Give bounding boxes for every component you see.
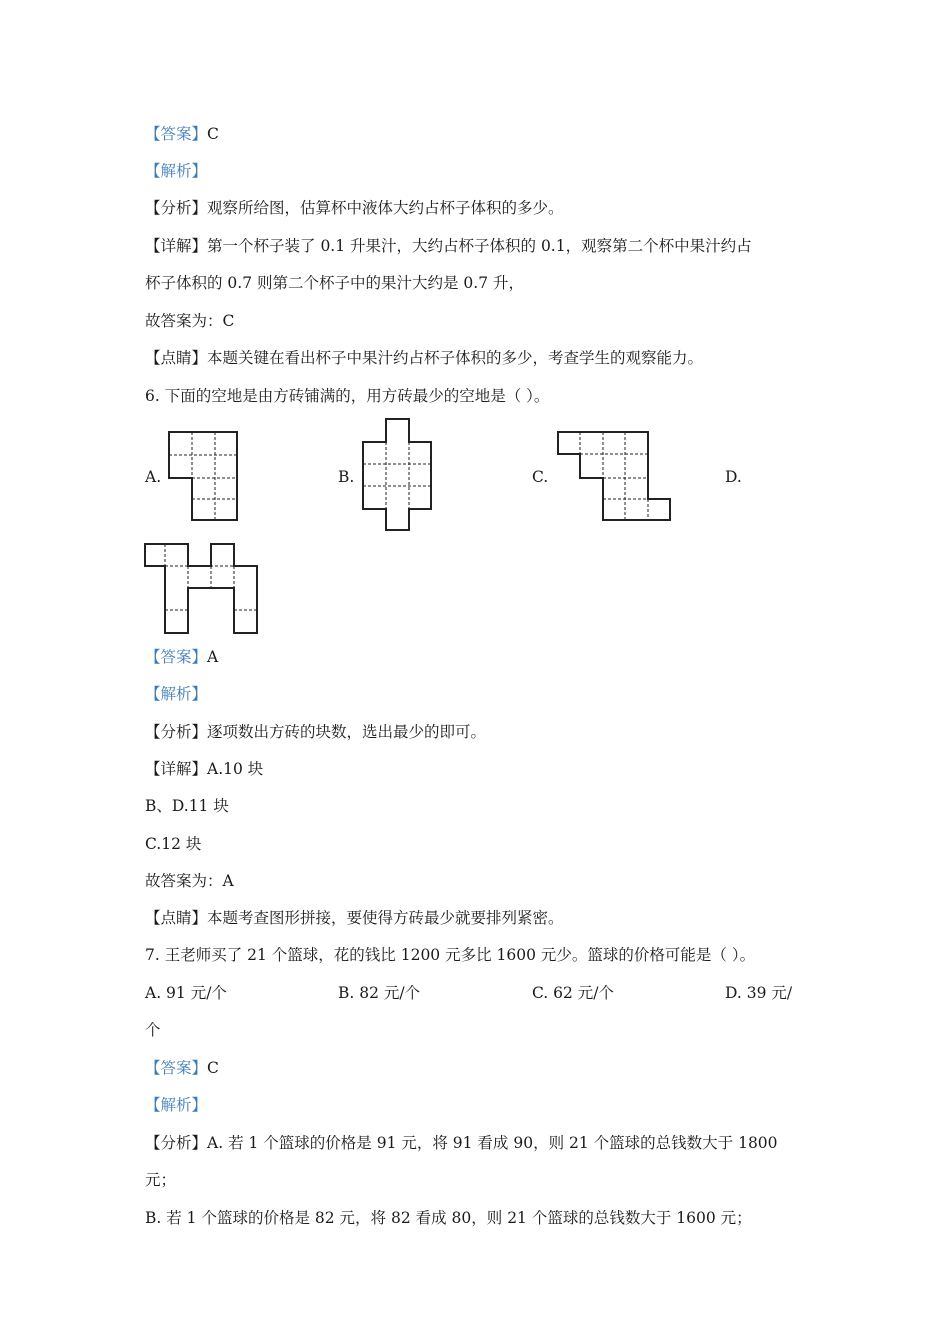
q6-option-a-label: A. <box>145 468 162 486</box>
tile-grid <box>363 442 431 509</box>
tile-grid <box>169 432 237 520</box>
q7-fenxi-line2: 元； <box>145 1171 177 1189</box>
q6-xiangjie-line2: B、D.11 块 <box>145 797 229 815</box>
shape-outline <box>145 544 257 633</box>
tile-grid <box>580 432 648 520</box>
q7-option-c: C. 62 元/个 <box>532 984 615 1002</box>
q7-option-d-wrap: 个 <box>145 1021 161 1039</box>
q6-option-c-label: C. <box>532 468 549 486</box>
shape-outline <box>363 419 431 530</box>
xiangjie-tag: 【详解】 <box>145 237 208 255</box>
q6-conclusion: 故答案为：A <box>145 872 234 890</box>
answer-value: C <box>207 125 219 143</box>
q5-xiangjie-line <box>145 236 752 256</box>
q6-xiangjie-line3: C.12 块 <box>145 835 202 853</box>
q5-analysis-tag: 【解析】 <box>145 162 208 180</box>
answer-tag: 【答案】 <box>145 648 208 666</box>
fenxi-tag: 【分析】 <box>145 723 208 741</box>
fenxi-text: 观察所给图，估算杯中液体大约占杯子体积的多少。 <box>207 199 564 217</box>
q7-option-a: A. 91 元/个 <box>145 984 227 1002</box>
answer-value: A <box>207 648 219 666</box>
q5-dianjing-line <box>145 348 703 368</box>
xiangjie-text: A.10 块 <box>207 760 264 778</box>
q7-answer-line <box>145 1058 219 1078</box>
q6-figure-d <box>143 542 260 635</box>
fenxi-text: 逐项数出方砖的块数，选出最少的即可。 <box>207 723 487 741</box>
dianjing-text: 本题关键在看出杯子中果汁约占杯子体积的多少，考查学生的观察能力。 <box>207 349 704 367</box>
dianjing-tag: 【点睛】 <box>145 349 208 367</box>
q6-figure-b <box>361 417 433 532</box>
q6-option-d-label: D. <box>725 468 742 486</box>
q6-analysis-tag: 【解析】 <box>145 685 208 703</box>
fenxi-tag: 【分析】 <box>145 1134 208 1152</box>
xiangjie-tag: 【详解】 <box>145 760 208 778</box>
shape-outline <box>558 432 670 520</box>
fenxi-tag: 【分析】 <box>145 199 208 217</box>
xiangjie-text: 第一个杯子装了 0.1 升果汁，大约占杯子体积的 0.1，观察第二个杯中果汁约占 <box>207 237 752 255</box>
fenxi-text: A. 若 1 个篮球的价格是 91 元，将 91 看成 90，则 21 个篮球的总钱数大于 1800 <box>207 1134 778 1152</box>
q7-stem: 7. 王老师买了 21 个篮球，花的钱比 1200 元多比 1600 元少。篮球的价格可能是（ ）。 <box>145 946 756 964</box>
q7-option-b: B. 82 元/个 <box>338 984 421 1002</box>
q6-stem: 6. 下面的空地是由方砖铺满的，用方砖最少的空地是（ ）。 <box>145 387 550 405</box>
q6-dianjing-line <box>145 908 564 928</box>
q5-xiangjie-line2: 杯子体积的 0.7 则第二个杯子中的果汁大约是 0.7 升， <box>145 274 525 292</box>
q6-xiangjie-line <box>145 759 263 779</box>
shape-outline <box>169 432 237 520</box>
q6-figure-c <box>556 430 673 522</box>
answer-tag: 【答案】 <box>145 125 208 143</box>
q7-fenxi-line3: B. 若 1 个篮球的价格是 82 元，将 82 看成 80，则 21 个篮球的总钱数大于 1600 元； <box>145 1209 752 1227</box>
q7-analysis-tag: 【解析】 <box>145 1096 208 1114</box>
q6-figure-a <box>167 430 239 522</box>
answer-value: C <box>207 1059 219 1077</box>
q6-option-b-label: B. <box>338 468 355 486</box>
q5-answer-line <box>145 124 219 144</box>
q7-fenxi-line <box>145 1133 778 1153</box>
q5-fenxi-line <box>145 198 564 218</box>
q6-answer-line <box>145 647 218 667</box>
q6-fenxi-line <box>145 722 486 742</box>
dianjing-text: 本题考查图形拼接，要使得方砖最少就要排列紧密。 <box>207 909 564 927</box>
q5-conclusion: 故答案为：C <box>145 312 235 330</box>
dianjing-tag: 【点睛】 <box>145 909 208 927</box>
answer-tag: 【答案】 <box>145 1059 208 1077</box>
q7-option-d: D. 39 元/ <box>725 984 793 1002</box>
